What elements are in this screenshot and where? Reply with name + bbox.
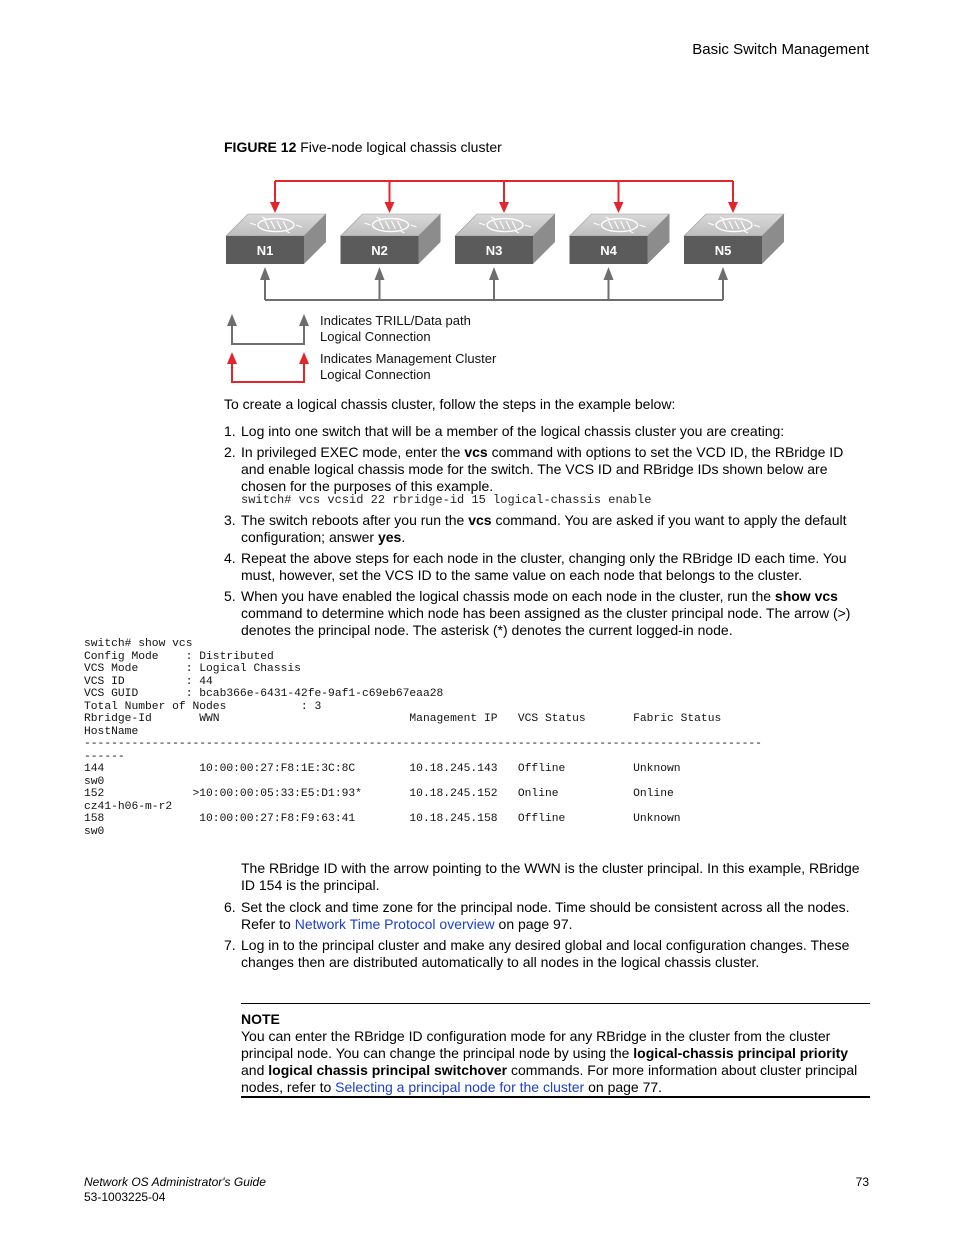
step-number: 7.: [224, 937, 236, 953]
step-text: Log in to the principal cluster and make any desired global and local configuration changes. These changes then are distributed automatically to all nodes in the logical chassis cluster.: [241, 937, 850, 970]
step-7: [224, 937, 864, 971]
step-number: 2.: [224, 444, 236, 460]
principal-explanation: The RBridge ID with the arrow pointing to the WWN is the cluster principal. In this example, RBridge ID 154 is the principal.: [241, 860, 860, 893]
switch-node-n5: [684, 214, 784, 264]
step-number: 4.: [224, 550, 236, 566]
note-body: You can enter the RBridge ID configuration mode for any RBridge in the cluster from the cluster principal node. You can change the principal node by using the logical-chassis principal priority and logical chassis principal switchover commands. For more information about cluster principal nodes, refer to Selecting a principal node for the cluster on page 77.: [241, 1028, 858, 1095]
figure-caption: [224, 139, 502, 155]
step-text: When you have enabled the logical chassis mode on each node in the cluster, run the show vcs command to determine which node has been assigned as the cluster principal node. The arrow (>) denotes the principal node. The asterisk (*) denotes the current logged-in node.: [241, 588, 851, 638]
step-4: [224, 550, 864, 584]
trill-arrowhead: [489, 267, 499, 280]
intro-text: To create a logical chassis cluster, follow the steps in the example below:: [224, 396, 676, 412]
step-number: 3.: [224, 512, 236, 528]
principal-node-link[interactable]: Selecting a principal node for the cluster: [335, 1079, 585, 1095]
figure-title: Five-node logical chassis cluster: [300, 139, 502, 155]
legend-label-line1: Indicates TRILL/Data path: [320, 313, 471, 328]
step-6: [224, 899, 864, 933]
running-header: Basic Switch Management: [692, 41, 869, 58]
management-arrowhead: [385, 202, 395, 213]
legend-label-line2: Logical Connection: [320, 329, 431, 344]
switch-node-n3: [455, 214, 555, 264]
command-example: switch# vcs vcsid 22 rbridge-id 15 logical-chassis enable: [241, 493, 652, 507]
step-number: 5.: [224, 588, 236, 604]
management-arrowhead: [499, 202, 509, 213]
step-2: [224, 444, 864, 495]
node-label: N1: [256, 243, 274, 258]
switch-node-n2: [341, 214, 441, 264]
legend-label-line2: Logical Connection: [320, 367, 431, 382]
show-vcs-output: switch# show vcs Config Mode : Distributed VCS Mode : Logical Chassis VCS ID : 44 VCS GUID : bcab366e-6431-42fe-9af1-c69eb67eaa28 Total Number of Nodes : 3 Rbridge-Id WWN Management IP VCS Status Fabric Status HostName ---------------------------------------------------------------------------------------------------- ------ 144 10:00:00:27:F8:1E:3C:8C 10.18.245.143 Offline Unknown sw0 152 >10:00:00:05:33:E5:D1:93* 10.18.245.152 Online Online cz41-h06-m-r2 158 10:00:00:27:F8:F9:63:41 10.18.245.158 Offline Unknown sw0: [84, 638, 762, 838]
note-title: NOTE: [241, 1011, 280, 1027]
step-text: In privileged EXEC mode, enter the vcs command with options to set the VCD ID, the RBridge ID and enable logical chassis mode for the switch. The VCS ID and RBridge IDs shown below are chosen for the purposes of this example.: [241, 444, 844, 494]
step-text: The switch reboots after you run the vcs command. You are asked if you want to apply the default configuration; answer yes.: [241, 512, 847, 545]
cluster-diagram: [220, 178, 810, 388]
trill-arrowhead: [375, 267, 385, 280]
step-text: Log into one switch that will be a member of the logical chassis cluster you are creating:: [241, 423, 785, 439]
step-text: Repeat the above steps for each node in the cluster, changing only the RBridge ID each time. You must, however, set the VCS ID to the same value on each node that belongs to the cluster.: [241, 550, 847, 583]
footer-doc-id: 53-1003225-04: [84, 1190, 166, 1204]
legend-trill-data-path: [227, 313, 471, 344]
step-number: 1.: [224, 423, 236, 439]
node-label: N2: [371, 243, 388, 258]
management-cluster-connection: [270, 181, 738, 213]
figure-label: FIGURE 12: [224, 139, 297, 155]
trill-arrowhead: [718, 267, 728, 280]
step-number: 6.: [224, 899, 236, 915]
management-arrowhead: [728, 202, 738, 213]
legend-label-line1: Indicates Management Cluster: [320, 351, 497, 366]
note-top-rule: [241, 1003, 870, 1004]
trill-data-path-connection: [260, 267, 728, 300]
switch-node-n4: [570, 214, 670, 264]
step-3: [224, 512, 864, 546]
trill-arrowhead: [260, 267, 270, 280]
trill-arrowhead: [604, 267, 614, 280]
node-label: N5: [714, 243, 732, 258]
note-bottom-rule: [241, 1096, 870, 1098]
legend-management-cluster: [227, 351, 497, 382]
management-arrowhead: [270, 202, 280, 213]
node-label: N4: [600, 243, 617, 258]
switch-node-n1: [226, 214, 326, 264]
step-5: [224, 588, 864, 639]
footer-title: Network OS Administrator's Guide: [84, 1175, 266, 1189]
management-arrowhead: [614, 202, 624, 213]
page-number: 73: [855, 1175, 869, 1189]
step-text: Set the clock and time zone for the principal node. Time should be consistent across all the nodes. Refer to Network Time Protocol overview on page 97.: [241, 899, 850, 932]
footer-doc-info: [84, 1175, 266, 1205]
ntp-overview-link[interactable]: Network Time Protocol overview: [294, 916, 495, 932]
step-1: [224, 423, 864, 440]
node-label: N3: [485, 243, 503, 258]
